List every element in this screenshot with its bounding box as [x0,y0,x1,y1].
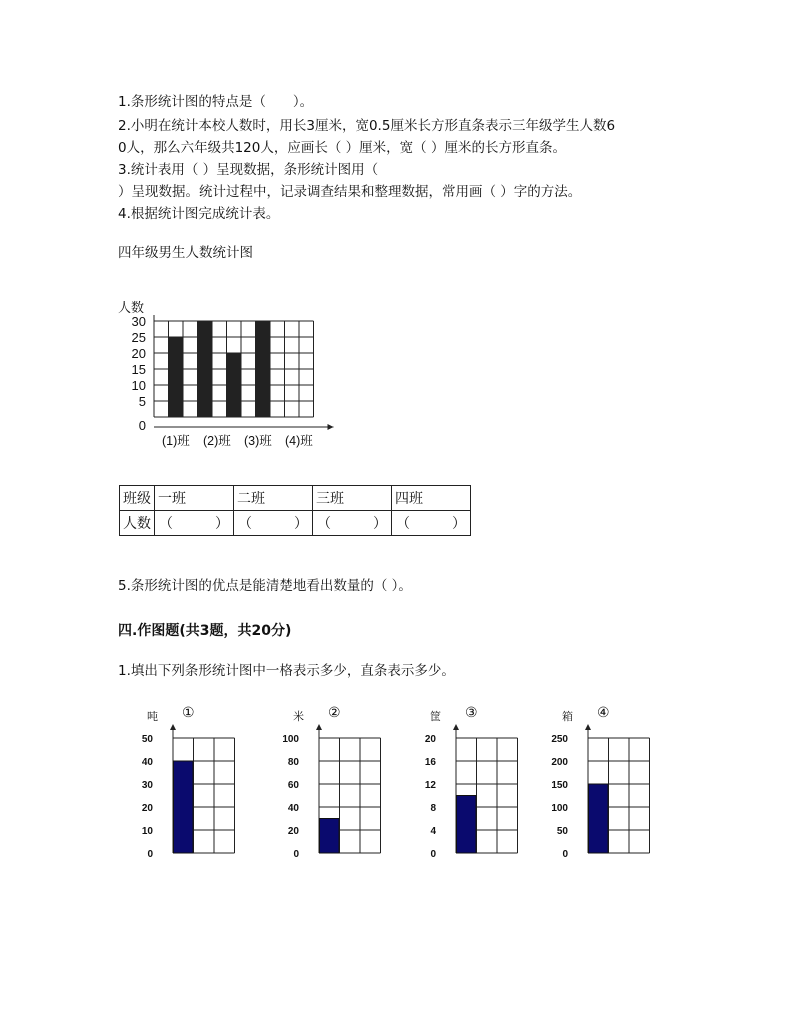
x-tick-label: (4)班 [285,434,313,448]
table-cell: 二班 [234,486,313,511]
chart-number-marker: ② [328,704,341,720]
question-5: 5.条形统计图的优点是能清楚地看出数量的（ ）。 [118,578,412,594]
unit-label: 米 [293,711,304,723]
answer-blank[interactable]: （ ） [234,511,313,536]
y-tick-label: 0 [293,849,299,860]
bar [169,337,184,417]
section-heading: 四.作图题(共3题，共20分) [118,623,292,639]
x-axis-arrow [328,424,334,430]
table-header-row [120,486,471,511]
bar [320,819,340,854]
y-tick-label: 40 [141,757,153,768]
answer-blank[interactable]: （ ） [392,511,471,536]
question-1: 1.条形统计图的特点是（ ）。 [118,94,314,110]
y-axis-arrow [585,724,591,730]
small-chart-4 [545,702,665,862]
y-tick-label: 100 [551,803,568,814]
y-tick-label: 150 [551,780,568,791]
y-tick-label: 80 [287,757,299,768]
y-tick-label: 20 [287,826,299,837]
x-tick-label: (3)班 [244,434,272,448]
y-tick-label: 30 [141,780,153,791]
y-tick-label: 8 [430,803,436,814]
question-2-line-1: 2.小明在统计本校人数时，用长3厘米，宽0.5厘米长方形直条表示三年级学生人数6 [118,118,616,134]
y-tick-label: 10 [141,826,153,837]
table-cell: 一班 [155,486,234,511]
answer-blank[interactable]: （ ） [313,511,392,536]
unit-label: 吨 [147,711,158,723]
chart-number-marker: ③ [465,704,478,720]
y-axis-arrow [453,724,459,730]
table-cell: 班级 [120,486,155,511]
y-axis-arrow [170,724,176,730]
y-tick-label: 40 [287,803,299,814]
y-tick-label: 20 [131,346,146,361]
stats-table [119,485,471,536]
question-4: 4.根据统计图完成统计表。 [118,206,280,222]
y-tick-label: 12 [424,780,436,791]
bar [457,796,477,854]
boys-count-chart [110,293,360,453]
bar [227,353,242,417]
bar [589,784,609,853]
table-cell: 四班 [392,486,471,511]
bar [174,761,194,853]
y-tick-label: 0 [147,849,153,860]
chart-number-marker: ① [182,704,195,720]
y-tick-label: 200 [551,757,568,768]
y-tick-label: 0 [430,849,436,860]
question-3-line-1: 3.统计表用（ ）呈现数据，条形统计图用（ [118,162,379,178]
section-question-1: 1.填出下列条形统计图中一格表示多少，直条表示多少。 [118,663,455,679]
question-3-line-2: ）呈现数据。统计过程中，记录调查结果和整理数据，常用画（ ）字的方法。 [118,184,582,200]
unit-label: 筐 [430,711,441,723]
small-chart-2 [276,702,396,862]
small-chart-3 [413,702,533,862]
y-tick-label: 25 [131,330,146,345]
y-tick-label: 0 [562,849,568,860]
y-tick-label: 20 [141,803,153,814]
y-tick-label: 4 [430,826,436,837]
y-tick-label: 5 [138,394,146,409]
table-cell: 人数 [120,511,155,536]
y-axis-label: 人数 [118,300,145,315]
y-tick-label: 10 [131,378,146,393]
y-tick-label: 50 [556,826,568,837]
y-tick-label: 20 [424,734,436,745]
y-tick-label: 0 [138,418,146,433]
bar [256,321,271,417]
table-data-row [120,511,471,536]
y-tick-label: 60 [287,780,299,791]
x-tick-label: (1)班 [162,434,190,448]
table-cell: 三班 [313,486,392,511]
y-tick-label: 16 [424,757,436,768]
unit-label: 箱 [562,711,573,723]
y-tick-label: 50 [141,734,153,745]
y-axis-arrow [316,724,322,730]
answer-blank[interactable]: （ ） [155,511,234,536]
chart-title: 四年级男生人数统计图 [118,245,253,261]
y-tick-label: 100 [282,734,299,745]
x-tick-label: (2)班 [203,434,231,448]
small-chart-1 [130,702,250,862]
y-tick-label: 15 [131,362,146,377]
question-2-line-2: 0人，那么六年级共120人，应画长（ ）厘米，宽（ ）厘米的长方形直条。 [118,140,566,156]
y-tick-label: 30 [131,314,146,329]
chart-number-marker: ④ [597,704,610,720]
y-tick-label: 250 [551,734,568,745]
bar [198,321,213,417]
